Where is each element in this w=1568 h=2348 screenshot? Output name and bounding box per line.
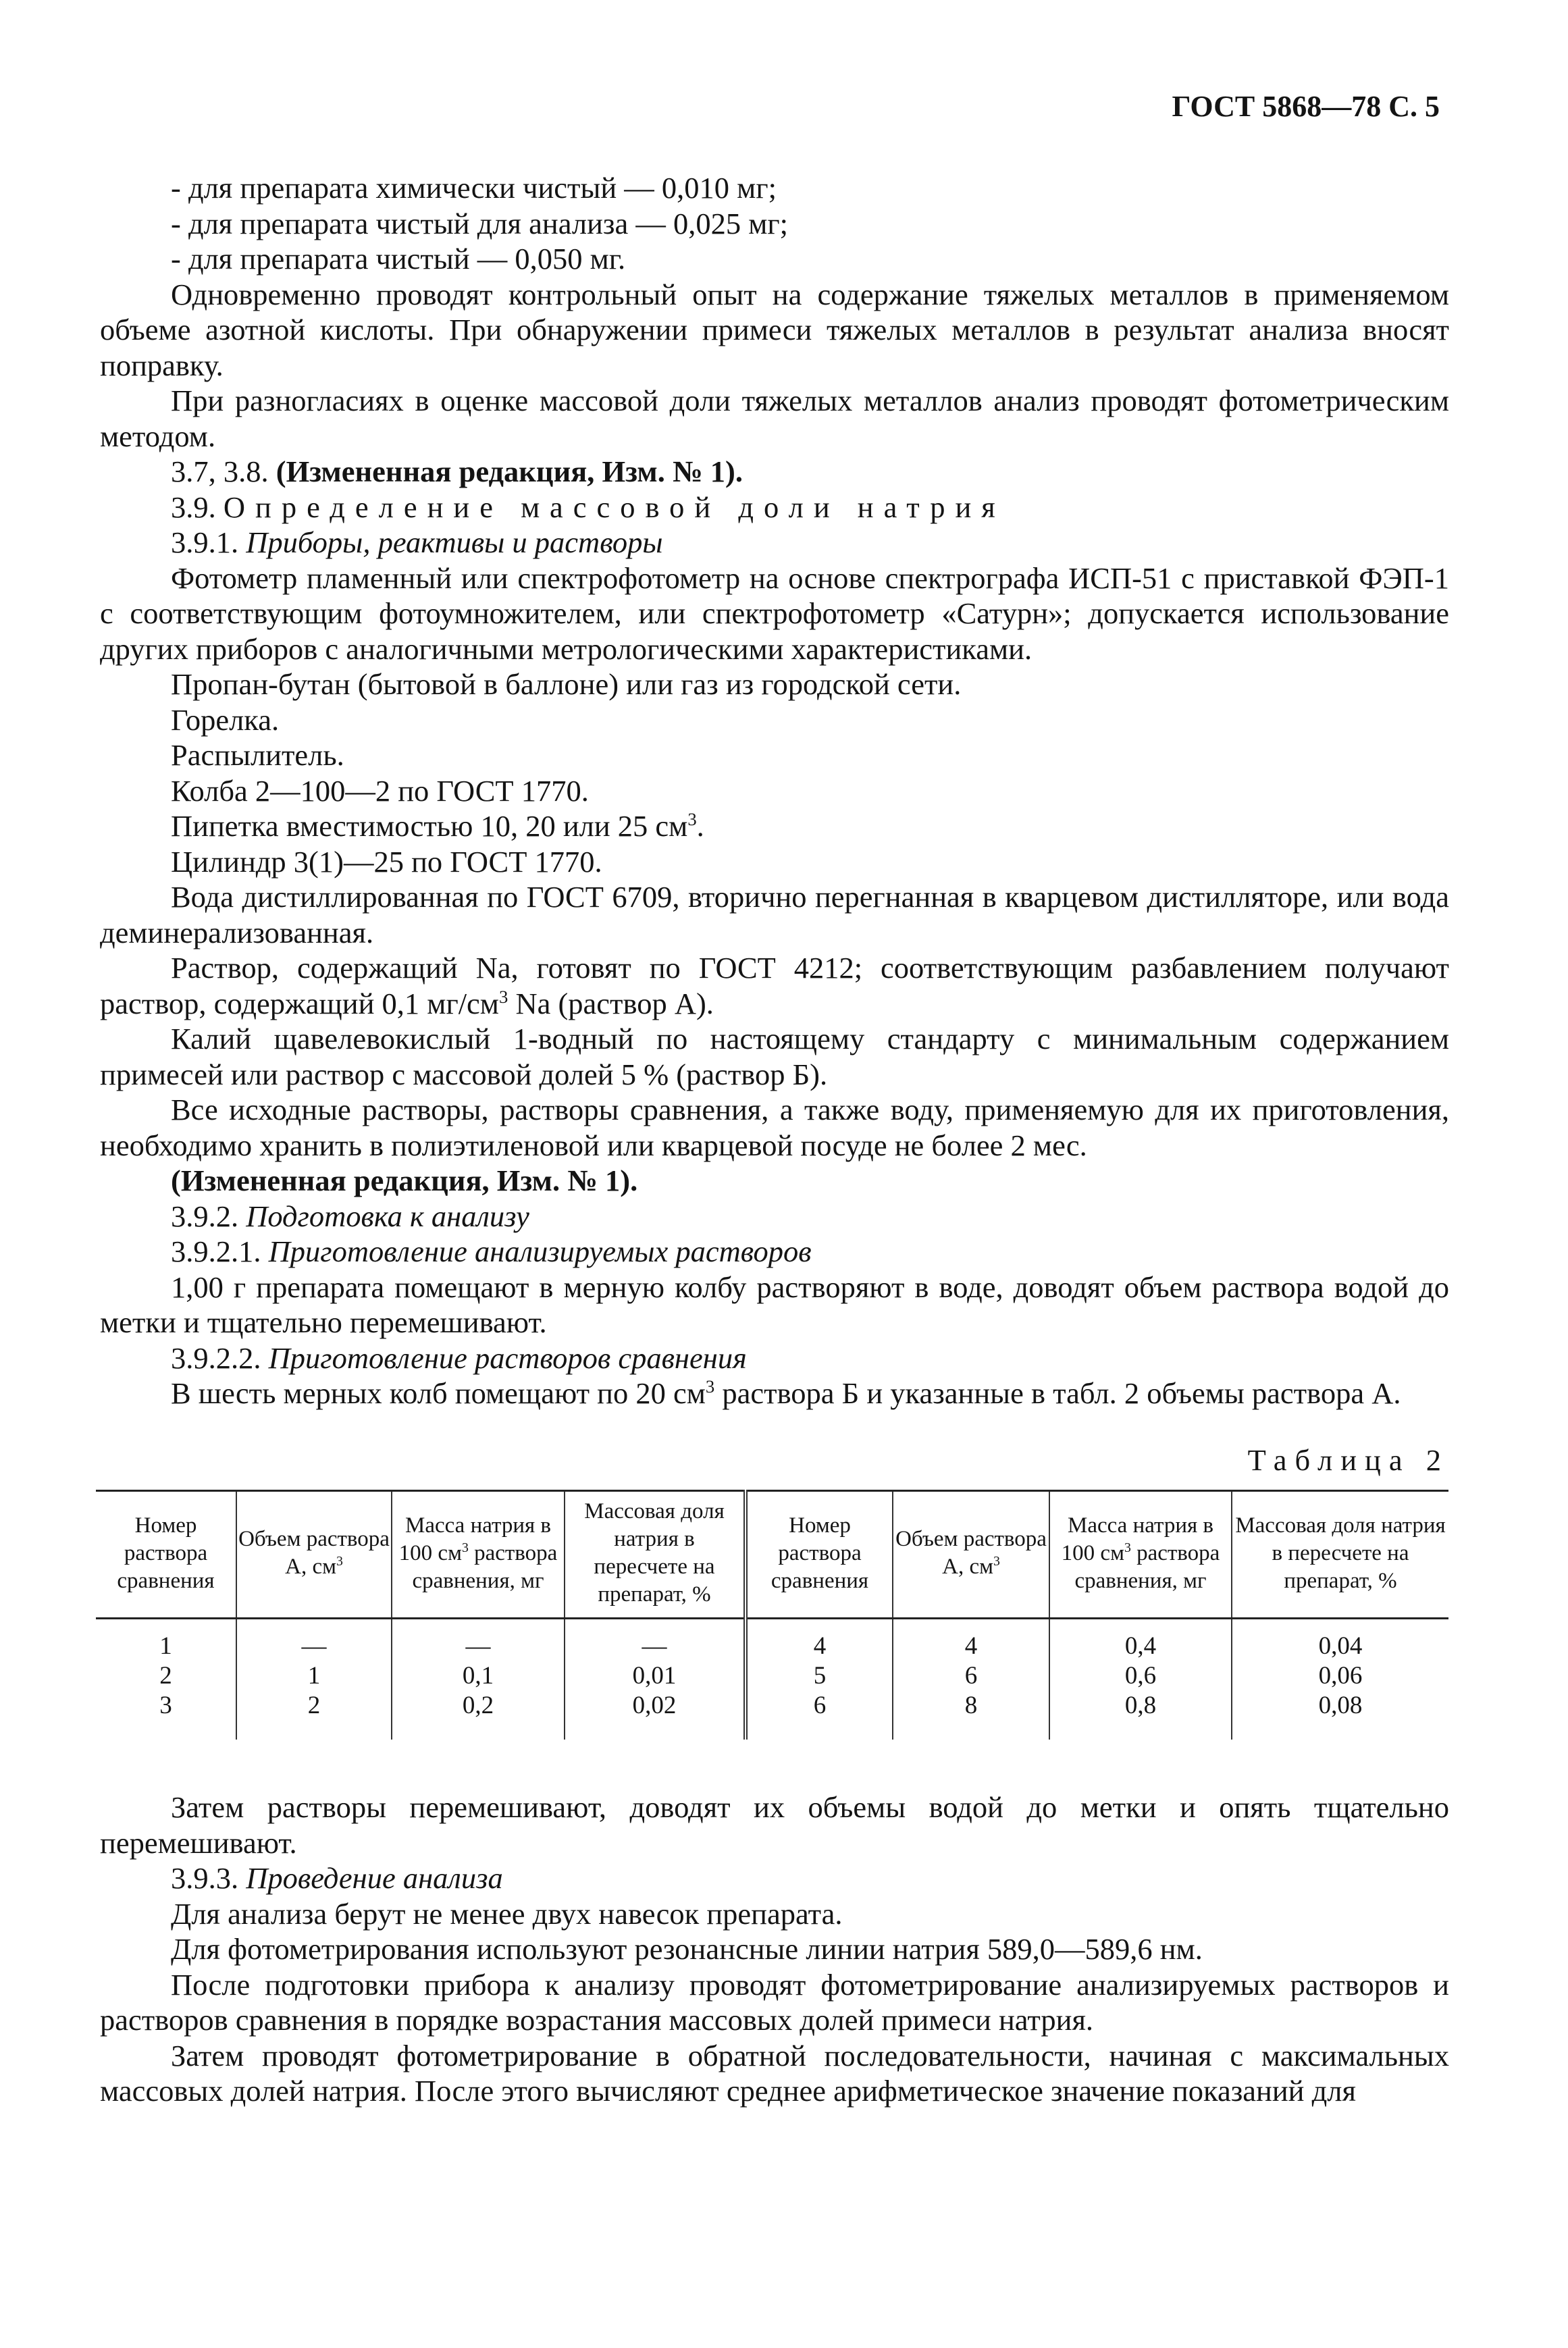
table-cell: 0,1 xyxy=(392,1661,565,1691)
table-cell: 2 xyxy=(236,1691,392,1740)
table-cell: 0,08 xyxy=(1232,1691,1448,1740)
column-header: Номер раствора сравнения xyxy=(746,1491,893,1619)
subsection-title: Проведение анализа xyxy=(246,1861,503,1895)
paragraph: Все исходные растворы, растворы сравнения, а также воду, применяемую для их приготовления, необходимо хранить в полиэтиленовой или кварцевой посуде не более 2 мес. xyxy=(100,1093,1449,1162)
paragraph: Для фотометрирования используют резонансные линии натрия 589,0—589,6 нм. xyxy=(171,1932,1203,1966)
table-cell: 6 xyxy=(746,1691,893,1740)
table-header-row xyxy=(96,1491,1448,1619)
table-cell: 0,6 xyxy=(1049,1661,1232,1691)
section-number: 3.7, 3.8. xyxy=(171,454,276,488)
paragraph: - для препарата чистый для анализа — 0,025 мг; xyxy=(171,206,788,240)
paragraph xyxy=(100,808,1449,844)
section-number: 3.9.2.2. xyxy=(171,1340,269,1375)
amendment-note: (Измененная редакция, Изм. № 1). xyxy=(171,1164,638,1197)
header-text: раствора сравнения, мг xyxy=(1074,1540,1220,1593)
superscript: 3 xyxy=(705,1376,715,1397)
table-cell: 6 xyxy=(893,1661,1049,1691)
column-header xyxy=(1049,1491,1232,1619)
superscript: 3 xyxy=(336,1554,343,1569)
superscript: 3 xyxy=(1124,1540,1131,1555)
data-table xyxy=(96,1490,1448,1740)
table-cell: 0,04 xyxy=(1232,1619,1448,1662)
section-title: Определение массовой доли натрия xyxy=(223,490,1005,524)
section-number: 3.9.3. xyxy=(171,1861,246,1895)
subsection-title: Приборы, реактивы и растворы xyxy=(246,525,663,559)
subsection-heading xyxy=(100,1860,1449,1896)
table-cell: — xyxy=(392,1619,565,1662)
paragraph: После подготовки прибора к анализу проводят фотометрирование анализируемых растворов и растворов сравнения в порядке возрастания массовых долей примеси натрия. xyxy=(100,1967,1449,2037)
table-cell: 0,4 xyxy=(1049,1619,1232,1662)
table-cell: 0,06 xyxy=(1232,1661,1448,1691)
table-cell: 1 xyxy=(96,1619,236,1662)
subsection-title: Подготовка к анализу xyxy=(246,1199,529,1233)
table-caption: Таблица 2 xyxy=(1247,1442,1449,1477)
column-header xyxy=(236,1491,392,1619)
table-cell: 0,01 xyxy=(565,1661,746,1691)
superscript: 3 xyxy=(993,1554,1000,1569)
table-cell: 2 xyxy=(96,1661,236,1691)
table-cell: 0,02 xyxy=(565,1691,746,1740)
paragraph xyxy=(100,1376,1449,1411)
paragraph: Распылитель. xyxy=(171,738,344,772)
subsection-heading xyxy=(100,1340,1449,1376)
superscript: 3 xyxy=(687,809,697,830)
table-cell: 0,8 xyxy=(1049,1691,1232,1740)
column-header: Массовая доля натрия в пересчете на препарат, % xyxy=(1232,1491,1448,1619)
table-cell: — xyxy=(565,1619,746,1662)
section-number: 3.9. xyxy=(171,490,224,524)
table-cell: 4 xyxy=(746,1619,893,1662)
paragraph: Затем проводят фотометрирование в обратной последовательности, начиная с максимальных массовых долей натрия. После этого вычисляют среднее арифметическое значение показаний для xyxy=(100,2038,1449,2108)
paragraph: Фотометр пламенный или спектрофотометр на основе спектрографа ИСП-51 с приставкой ФЭП-1 с соответствующим фотоумножителем, или спектрофотометр «Сатурн»; допускается использование других приборов с аналогичными метрологическими характеристиками. xyxy=(100,560,1449,666)
header-text: Объем раствора А, см xyxy=(895,1527,1047,1579)
document-body xyxy=(100,170,1449,2109)
paragraph: Цилиндр 3(1)—25 по ГОСТ 1770. xyxy=(171,844,602,879)
section-number: 3.9.1. xyxy=(171,525,246,559)
superscript: 3 xyxy=(498,986,508,1007)
table-cell: 3 xyxy=(96,1691,236,1740)
paragraph xyxy=(100,950,1449,1021)
text: Na (раствор А). xyxy=(508,986,714,1020)
subsection-heading xyxy=(100,1199,1449,1234)
header-text: раствора сравнения, мг xyxy=(412,1540,558,1593)
header-text: Масса натрия в 100 см xyxy=(398,1513,552,1565)
paragraph: 1,00 г препарата помещают в мерную колбу растворяют в воде, доводят объем раствора водой до метки и тщательно перемешивают. xyxy=(100,1270,1449,1339)
paragraph: При разногласиях в оценке массовой доли тяжелых металлов анализ проводят фотометрическим методом. xyxy=(100,384,1449,453)
table-cell: 0,2 xyxy=(392,1691,565,1740)
page-header: ГОСТ 5868—78 С. 5 xyxy=(1172,90,1440,123)
text: Пипетка вместимостью 10, 20 или 25 см xyxy=(171,809,688,843)
paragraph: Одновременно проводят контрольный опыт на содержание тяжелых металлов в применяемом объеме азотной кислоты. При обнаружении примеси тяжелых металлов в результат анализа вносят поправку. xyxy=(100,277,1449,382)
table-cell: — xyxy=(236,1619,392,1662)
subsection-title: Приготовление анализируемых растворов xyxy=(268,1234,812,1268)
subsection-heading xyxy=(100,1234,1449,1270)
paragraph xyxy=(100,454,1449,490)
amendment-note: (Измененная редакция, Изм. № 1). xyxy=(276,454,743,488)
table-cell: 1 xyxy=(236,1661,392,1691)
paragraph: Вода дистиллированная по ГОСТ 6709, вторично перегнанная в кварцевом дистилляторе, или вода деминерализованная. xyxy=(100,880,1449,949)
paragraph: - для препарата химически чистый — 0,010 мг; xyxy=(171,171,777,205)
column-header xyxy=(392,1491,565,1619)
table-cell: 5 xyxy=(746,1661,893,1691)
paragraph: Калий щавелевокислый 1-водный по настоящему стандарту с минимальным содержанием примесей или раствор с массовой долей 5 % (раствор Б). xyxy=(100,1022,1449,1091)
section-number: 3.9.2. xyxy=(171,1199,246,1233)
text: В шесть мерных колб помещают по 20 см xyxy=(171,1376,706,1410)
section-number: 3.9.2.1. xyxy=(171,1234,269,1268)
column-header xyxy=(893,1491,1049,1619)
header-text: Масса натрия в 100 см xyxy=(1061,1513,1214,1565)
section-heading xyxy=(100,490,1449,525)
table-row xyxy=(96,1619,1448,1662)
table-row xyxy=(96,1691,1448,1740)
paragraph: Горелка. xyxy=(171,702,280,737)
subsection-heading xyxy=(100,525,1449,560)
paragraph: - для препарата чистый — 0,050 мг. xyxy=(171,242,626,276)
column-header: Номер раствора сравнения xyxy=(96,1491,236,1619)
text: Раствор, содержащий Na, готовят по ГОСТ 4212; соответствующим разбавлением получают раствор, содержащий 0,1 мг/см xyxy=(100,951,1449,1020)
header-text: Объем раствора А, см xyxy=(238,1527,390,1579)
paragraph: Для анализа берут не менее двух навесок препарата. xyxy=(171,1896,843,1931)
paragraph: Колба 2—100—2 по ГОСТ 1770. xyxy=(171,773,589,808)
table-cell: 8 xyxy=(893,1691,1049,1740)
superscript: 3 xyxy=(461,1540,469,1555)
text: раствора Б и указанные в табл. 2 объемы раствора А. xyxy=(714,1376,1401,1410)
subsection-title: Приготовление растворов сравнения xyxy=(268,1340,747,1375)
paragraph: Пропан-бутан (бытовой в баллоне) или газ из городской сети. xyxy=(171,667,962,701)
table-row xyxy=(96,1661,1448,1691)
column-header: Массовая доля натрия в пересчете на препарат, % xyxy=(565,1491,746,1619)
text: . xyxy=(696,809,704,843)
paragraph: Затем растворы перемешивают, доводят их объемы водой до метки и опять тщательно перемешивают. xyxy=(100,1790,1449,1860)
table-cell: 4 xyxy=(893,1619,1049,1662)
